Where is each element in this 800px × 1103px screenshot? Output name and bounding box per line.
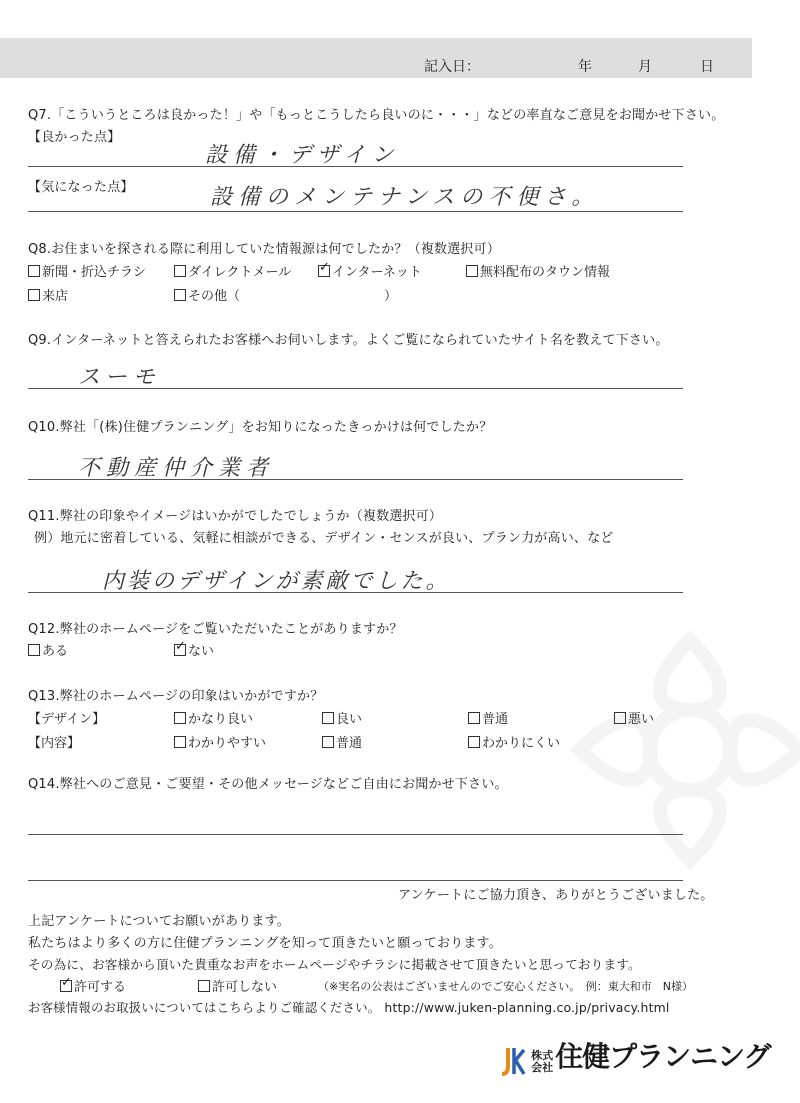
q11-line — [28, 592, 683, 593]
jk-mark-icon — [500, 1044, 526, 1080]
checkbox-checked-icon — [60, 980, 72, 992]
q7-concern-answer: 設備のメンテナンスの不便さ。 — [210, 185, 600, 210]
checkbox-icon — [174, 265, 186, 277]
q10-answer: 不動産仲介業者 — [78, 456, 275, 481]
q8-option-visit[interactable]: 来店 — [28, 285, 68, 304]
q8-other-close: ） — [384, 289, 398, 304]
q13-design-bad[interactable]: 悪い — [614, 708, 654, 727]
month-label: 月 — [638, 59, 652, 75]
q13-design-good[interactable]: 良い — [322, 708, 362, 727]
q11-example: 例）地元に密着している、気軽に相談ができる、デザイン・センスが良い、プラン力が高い、など — [34, 531, 614, 546]
checkbox-icon — [198, 980, 210, 992]
year-label: 年 — [578, 59, 592, 75]
checkbox-checked-icon — [318, 265, 330, 277]
q13-content-hard[interactable]: わかりにくい — [468, 732, 560, 751]
q7-concern-line — [28, 211, 683, 212]
q14-line-1 — [28, 834, 683, 835]
checkbox-icon — [174, 736, 186, 748]
checkbox-icon — [28, 289, 40, 301]
q10-line — [28, 479, 683, 480]
q13-content-average[interactable]: 普通 — [322, 732, 362, 751]
q9-answer: スーモ — [78, 365, 161, 390]
checkbox-icon — [468, 736, 480, 748]
company-logo — [500, 1035, 771, 1075]
permit-option[interactable]: ✓許可する — [60, 976, 126, 995]
q9-question: Q9.インターネットと答えられたお客様へお伺いします。よくご覧になられていたサイト名を教えて下さい。 — [28, 333, 669, 348]
q8-question: Q8.お住まいを探される際に利用していた情報源は何でしたか？（複数選択可） — [28, 242, 501, 257]
request-text-2: 私たちはより多くの方に住健プランニングを知って頂きたいと願っております。 — [28, 936, 502, 951]
q8-option-town-info[interactable]: 無料配布のタウン情報 — [466, 261, 610, 280]
q13-design-average[interactable]: 普通 — [468, 708, 508, 727]
q9-line — [28, 388, 683, 389]
day-label: 日 — [700, 59, 714, 75]
checkbox-icon — [28, 644, 40, 656]
q14-question: Q14.弊社へのご意見・ご要望・その他メッセージなどご自由にお聞かせ下さい。 — [28, 777, 508, 792]
q11-answer: 内装のデザインが素敵でした。 — [102, 569, 451, 594]
q13-question: Q13.弊社のホームページの印象はいかがですか？ — [28, 689, 324, 704]
q12-option-yes[interactable]: ある — [28, 640, 68, 659]
request-text-1: 上記アンケートについてお願いがあります。 — [28, 914, 290, 929]
privacy-text: お客様情報のお取扱いについてはこちらよりご確認ください。 http://www.juken-planning.co.jp/privacy.html — [28, 1000, 670, 1015]
request-text-3: その為に、お客様から頂いた貴重なお声をホームページやチラシに掲載させて頂きたいと思っております。 — [28, 957, 641, 972]
checkbox-icon — [174, 289, 186, 301]
checkbox-icon — [466, 265, 478, 277]
q10-question: Q10.弊社「(株)住健プランニング」をお知りになったきっかけは何でしたか？ — [28, 420, 493, 435]
checkbox-icon — [174, 712, 186, 724]
q8-option-direct-mail[interactable]: ダイレクトメール — [174, 261, 291, 280]
q7-good-line — [28, 166, 683, 167]
not-permit-option[interactable]: 許可しない — [198, 976, 277, 995]
checkbox-icon — [322, 736, 334, 748]
q12-option-no[interactable]: ✓ ない — [174, 640, 214, 659]
q14-line-2 — [28, 880, 683, 881]
q12-question: Q12.弊社のホームページをご覧いただいたことがありますか？ — [28, 622, 403, 637]
anonymity-note: （※実名の公表はございませんのでご安心ください。 例：東大和市 N様） — [318, 980, 693, 993]
q13-content-easy[interactable]: わかりやすい — [174, 732, 266, 751]
q8-option-internet[interactable]: ✓ インターネット — [318, 261, 422, 280]
q13-design-very-good[interactable]: かなり良い — [174, 708, 253, 727]
checkbox-icon — [28, 265, 40, 277]
q7-good-answer: 設備・デザイン — [205, 143, 400, 168]
entry-date-label: 記入日： — [424, 59, 480, 75]
q7-good-label: 【良かった点】 — [28, 130, 121, 145]
checkbox-icon — [468, 712, 480, 724]
q8-option-newspaper[interactable]: 新聞・折込チラシ — [28, 261, 146, 280]
logo-company-name: 住健プランニング — [555, 1040, 771, 1073]
thanks-text: アンケートにご協力頂き、ありがとうございました。 — [398, 888, 714, 903]
logo-corp-mark: 株式 会社 — [531, 1048, 554, 1074]
q7-question: Q7.「こういうところは良かった！」や「もっとこうしたら良いのに・・・」などの率直なご意見をお聞かせ下さい。 — [28, 108, 725, 123]
q8-option-other[interactable]: その他（ — [174, 285, 240, 304]
q13-design-label: 【デザイン】 — [28, 712, 106, 727]
checkbox-icon — [614, 712, 626, 724]
q13-content-label: 【内容】 — [28, 736, 81, 751]
checkbox-checked-icon — [174, 644, 186, 656]
checkbox-icon — [322, 712, 334, 724]
q11-question: Q11.弊社の印象やイメージはいかがでしたでしょうか（複数選択可） — [28, 509, 443, 524]
q7-concern-label: 【気になった点】 — [28, 180, 134, 195]
